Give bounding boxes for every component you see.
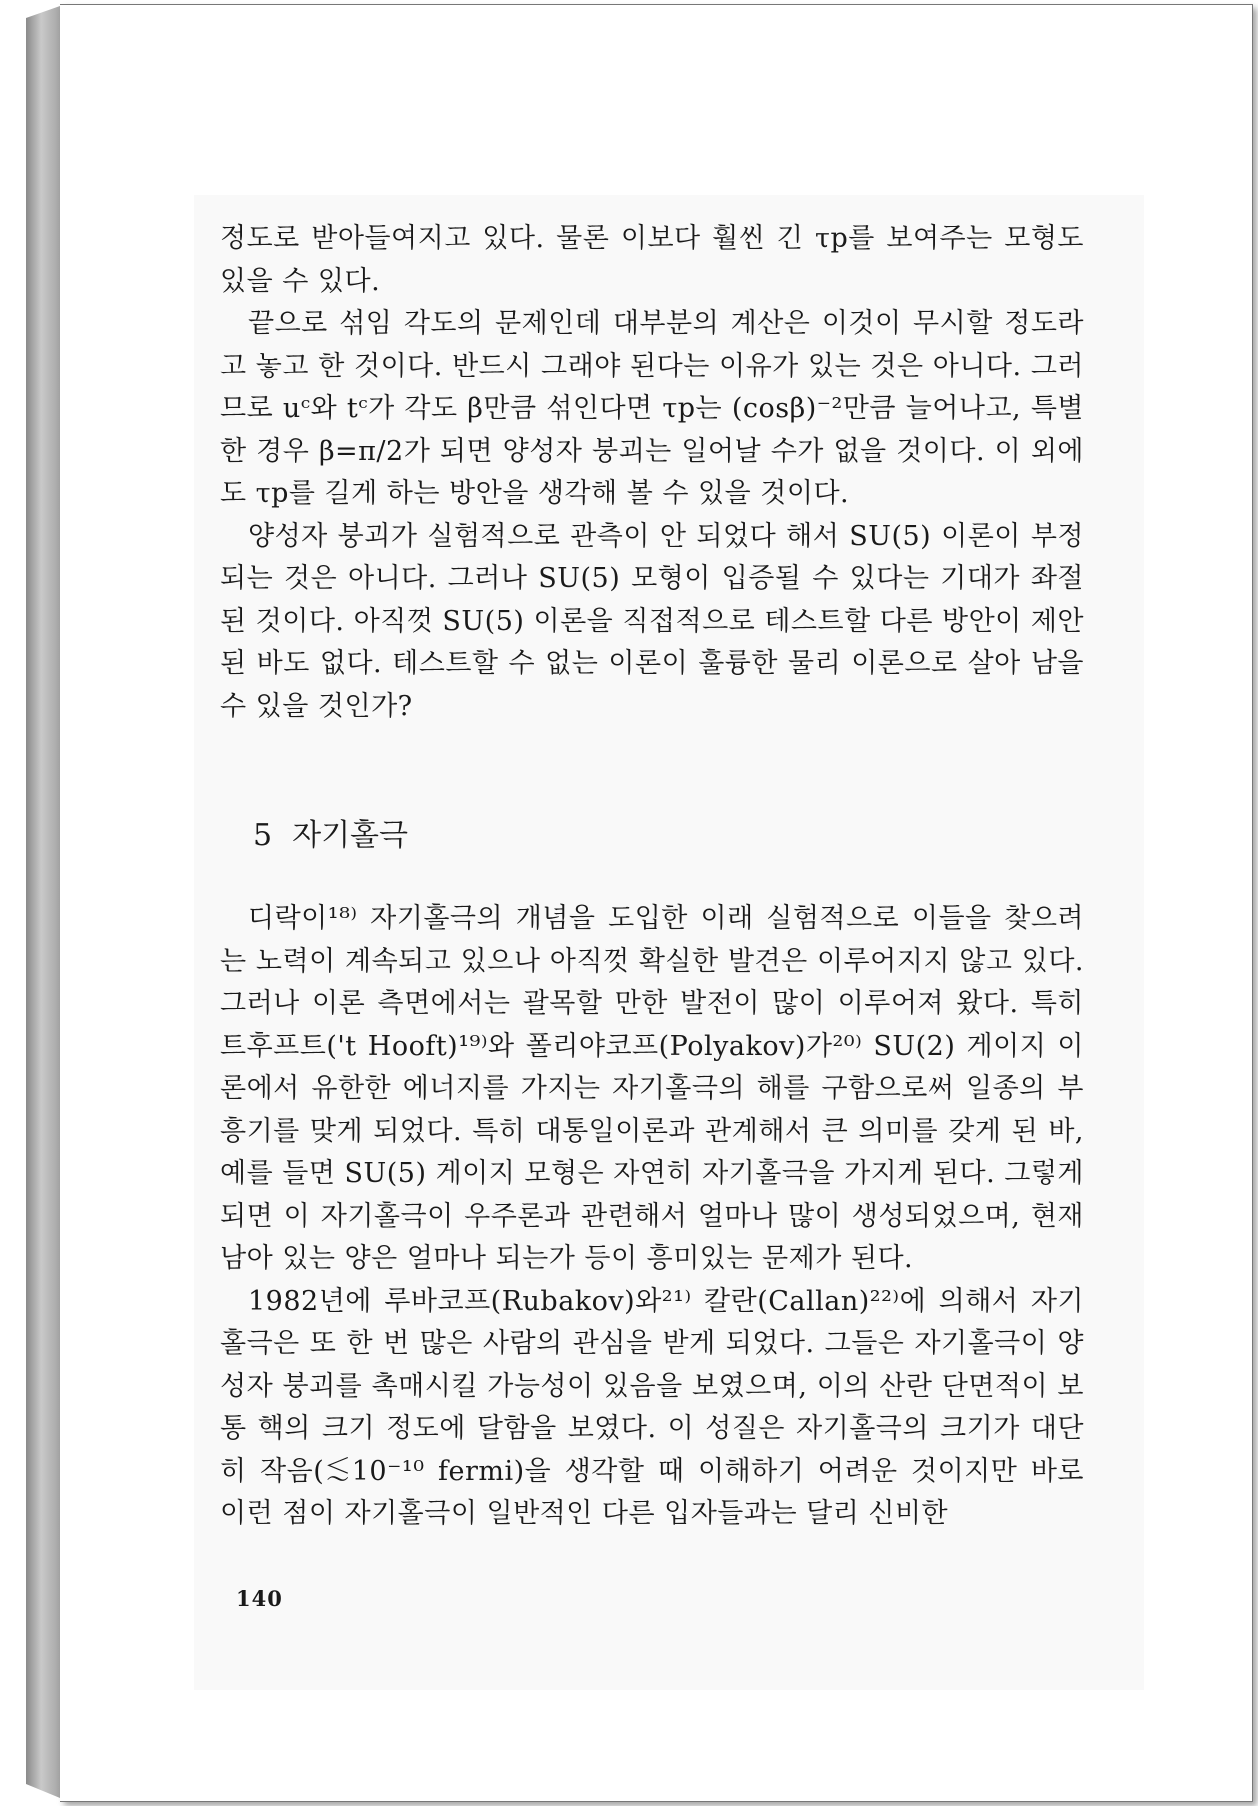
text-block-top <box>220 218 1084 728</box>
paragraph-mixing-angle: 끝으로 섞임 각도의 문제인데 대부분의 계산은 이것이 무시할 정도라고 놓고 한 것이다. 반드시 그래야 된다는 이유가 있는 것은 아니다. 그러므로 uᶜ와 tᶜ가 각도 β만큼 섞인다면 τp는 (cosβ)⁻²만큼 늘어나고, 특별한 경우 β=π/2가 되면 양성자 붕괴는 일어날 수가 없을 것이다. 이 외에도 τp를 길게 하는 방안을 생각해 볼 수 있을 것이다. <box>220 308 1084 509</box>
section-heading <box>253 810 408 854</box>
section-number: 5 <box>253 818 273 853</box>
paragraph-monopole-intro: 디락이¹⁸⁾ 자기홀극의 개념을 도입한 이래 실험적으로 이들을 찾으려는 노력이 계속되고 있으나 아직껏 확실한 발견은 이루어지지 않고 있다. 그러나 이론 측면에서는 괄목할 만한 발전이 많이 이루어져 왔다. 특히 트후프트('t Hooft)¹⁹⁾와 폴리야코프(Polyakov)가²⁰⁾ SU(2) 게이지 이론에서 유한한 에너지를 가지는 자기홀극의 해를 구함으로써 일종의 부흥기를 맞게 되었다. 특히 대통일이론과 관계해서 큰 의미를 갖게 된 바, 예를 들면 SU(5) 게이지 모형은 자연히 자기홀극을 가지게 된다. 그렇게 되면 이 자기홀극이 우주론과 관련해서 얼마나 많이 생성되었으며, 현재 남아 있는 양은 얼마나 되는가 등이 흥미있는 문제가 된다. <box>220 903 1084 1274</box>
paragraph-continuation: 정도로 받아들여지고 있다. 물론 이보다 훨씬 긴 τp를 보여주는 모형도 있을 수 있다. <box>220 223 1084 297</box>
section-title: 자기홀극 <box>292 818 409 853</box>
paragraph-rubakov-callan: 1982년에 루바코프(Rubakov)와²¹⁾ 칼란(Callan)²²⁾에 의해서 자기홀극은 또 한 번 많은 사람의 관심을 받게 되었다. 그들은 자기홀극이 양성자 붕괴를 촉매시킬 가능성이 있음을 보였으며, 이의 산란 단면적이 보통 핵의 크기 정도에 달함을 보였다. 이 성질은 자기홀극의 크기가 대단히 작음(≲10⁻¹⁰ fermi)을 생각할 때 이해하기 어려운 것이지만 바로 이런 점이 자기홀극이 일반적인 다른 입자들과는 달리 신비한 <box>220 1285 1084 1529</box>
page-number: 140 <box>236 1586 283 1611</box>
book-spine <box>26 6 60 1798</box>
text-block-bottom <box>220 898 1084 1536</box>
paragraph-proton-decay: 양성자 붕괴가 실험적으로 관측이 안 되었다 해서 SU(5) 이론이 부정되는 것은 아니다. 그러나 SU(5) 모형이 입증될 수 있다는 기대가 좌절된 것이다. 아직껏 SU(5) 이론을 직접적으로 테스트할 다른 방안이 제안된 바도 없다. 테스트할 수 없는 이론이 훌륭한 물리 이론으로 살아 남을 수 있을 것인가? <box>220 520 1084 722</box>
